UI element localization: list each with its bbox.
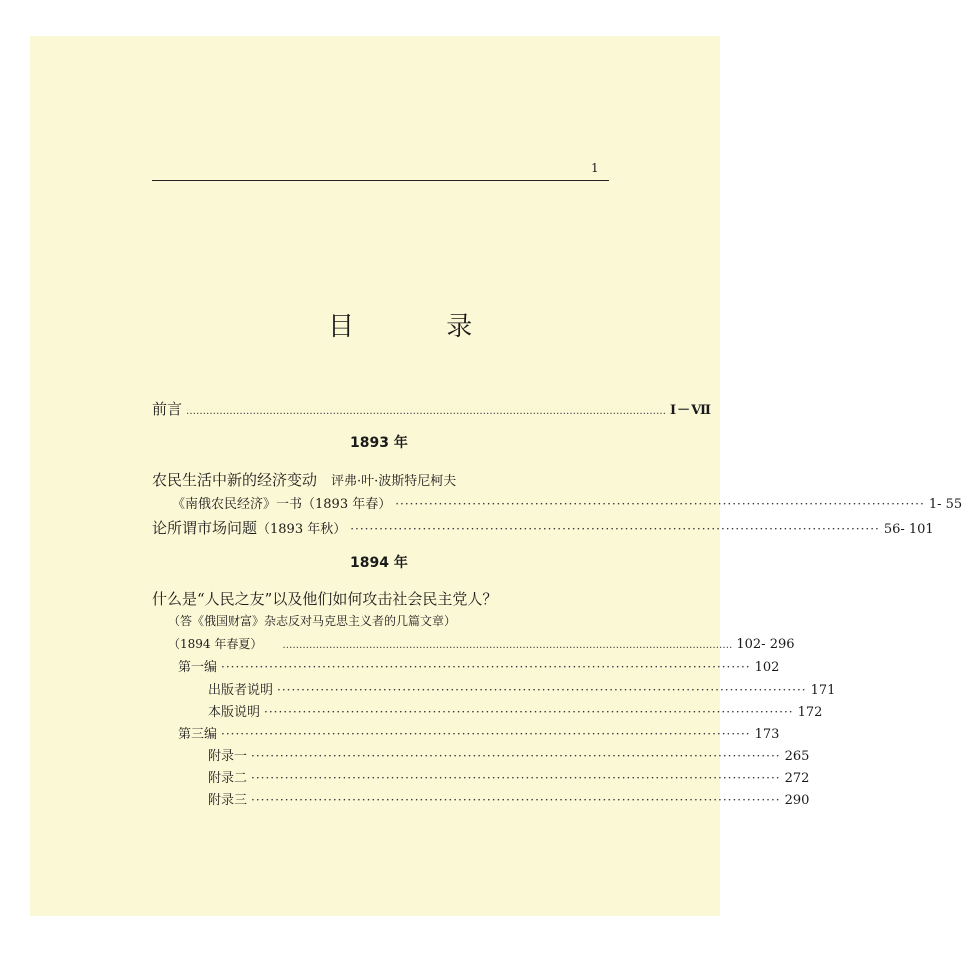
toc-subentry-label: 第三编 (178, 727, 218, 742)
leader-dots: ·············································································································· (350, 522, 880, 536)
toc-entry-preface[interactable] (152, 398, 712, 418)
toc-entry-title: 论所谓市场问题 (152, 519, 258, 537)
leader-dots: ·············································································································· (264, 705, 794, 719)
document-page (30, 36, 962, 916)
toc-entry-title: 农民生活中新的经济变动 (152, 471, 318, 489)
toc-entry-pages: 1- 55 (928, 497, 962, 512)
toc-subentry[interactable] (208, 767, 810, 787)
toc-entry-peasant-economy[interactable] (152, 469, 962, 519)
toc-subentry-pages: 265 (784, 749, 810, 764)
toc-entry-line2: （答《俄国财富》杂志反对马克思主义者的几篇文章） (168, 614, 457, 628)
toc-subentry-pages: 172 (797, 705, 823, 720)
toc-entry-line2: 《南俄农民经济》一书（1893 年春） (172, 497, 392, 512)
toc-subentry-pages: 173 (754, 727, 780, 742)
toc-entry-pages: 102- 296 (736, 637, 795, 652)
toc-entry-pages: 56- 101 (883, 522, 934, 537)
toc-entry-line3: （1894 年春夏） (168, 637, 263, 651)
toc-subentry[interactable] (208, 701, 823, 721)
toc-subentry[interactable] (208, 745, 810, 765)
leader-dots: ·············································································································· (251, 771, 781, 785)
toc-entry-note: （1893 年秋） (257, 522, 347, 537)
toc-subentry-pages: 171 (810, 683, 836, 698)
leader-dots: ·············································································································· (395, 497, 925, 511)
toc-subentry-label: 本版说明 (208, 705, 261, 720)
toc-subentry-pages: 290 (784, 793, 810, 808)
leader-ellipsis: ……………………………………………………………………………………………………………………………… (186, 406, 667, 417)
leader-dots: ·············································································································· (221, 727, 751, 741)
toc-subentry[interactable] (208, 789, 810, 809)
leader-dots: ·············································································································· (251, 793, 781, 807)
header-rule (152, 180, 609, 181)
leader-dots: ·············································································································· (251, 749, 781, 763)
toc-entry-title: 什么是“人民之友”以及他们如何攻击社会民主党人？ (152, 590, 498, 608)
toc-subentry-label: 附录三 (208, 793, 248, 808)
leader-dots: ·············································································································· (277, 683, 807, 697)
toc-subentry-label: 附录二 (208, 771, 248, 786)
page-title: 目 录 (328, 312, 515, 342)
toc-subentry[interactable] (178, 723, 780, 743)
leader-ellipsis: ……………………………………………………………………………………………………………………… (282, 640, 733, 651)
leader-dots: ·············································································································· (221, 660, 751, 674)
toc-entry-subtitle: 评弗·叶·波斯特尼柯夫 (331, 474, 457, 489)
toc-preface-label: 前言 (152, 400, 183, 418)
toc-subentry[interactable] (208, 679, 836, 699)
toc-preface-pages: Ⅰ－Ⅶ (670, 403, 712, 418)
toc-subentry-label: 第一编 (178, 660, 218, 675)
toc-subentry-label: 出版者说明 (208, 683, 274, 698)
running-page-number: 1 (591, 161, 599, 175)
section-year-1893: 1893 年 (350, 435, 408, 451)
toc-subentry-label: 附录一 (208, 749, 248, 764)
toc-subentry-pages: 102 (754, 660, 780, 675)
toc-entry-market-question[interactable] (152, 517, 934, 537)
toc-subentry[interactable] (178, 656, 780, 676)
toc-entry-friends-of-the-people[interactable] (152, 588, 795, 658)
section-year-1894: 1894 年 (350, 555, 408, 571)
toc-subentry-pages: 272 (784, 771, 810, 786)
